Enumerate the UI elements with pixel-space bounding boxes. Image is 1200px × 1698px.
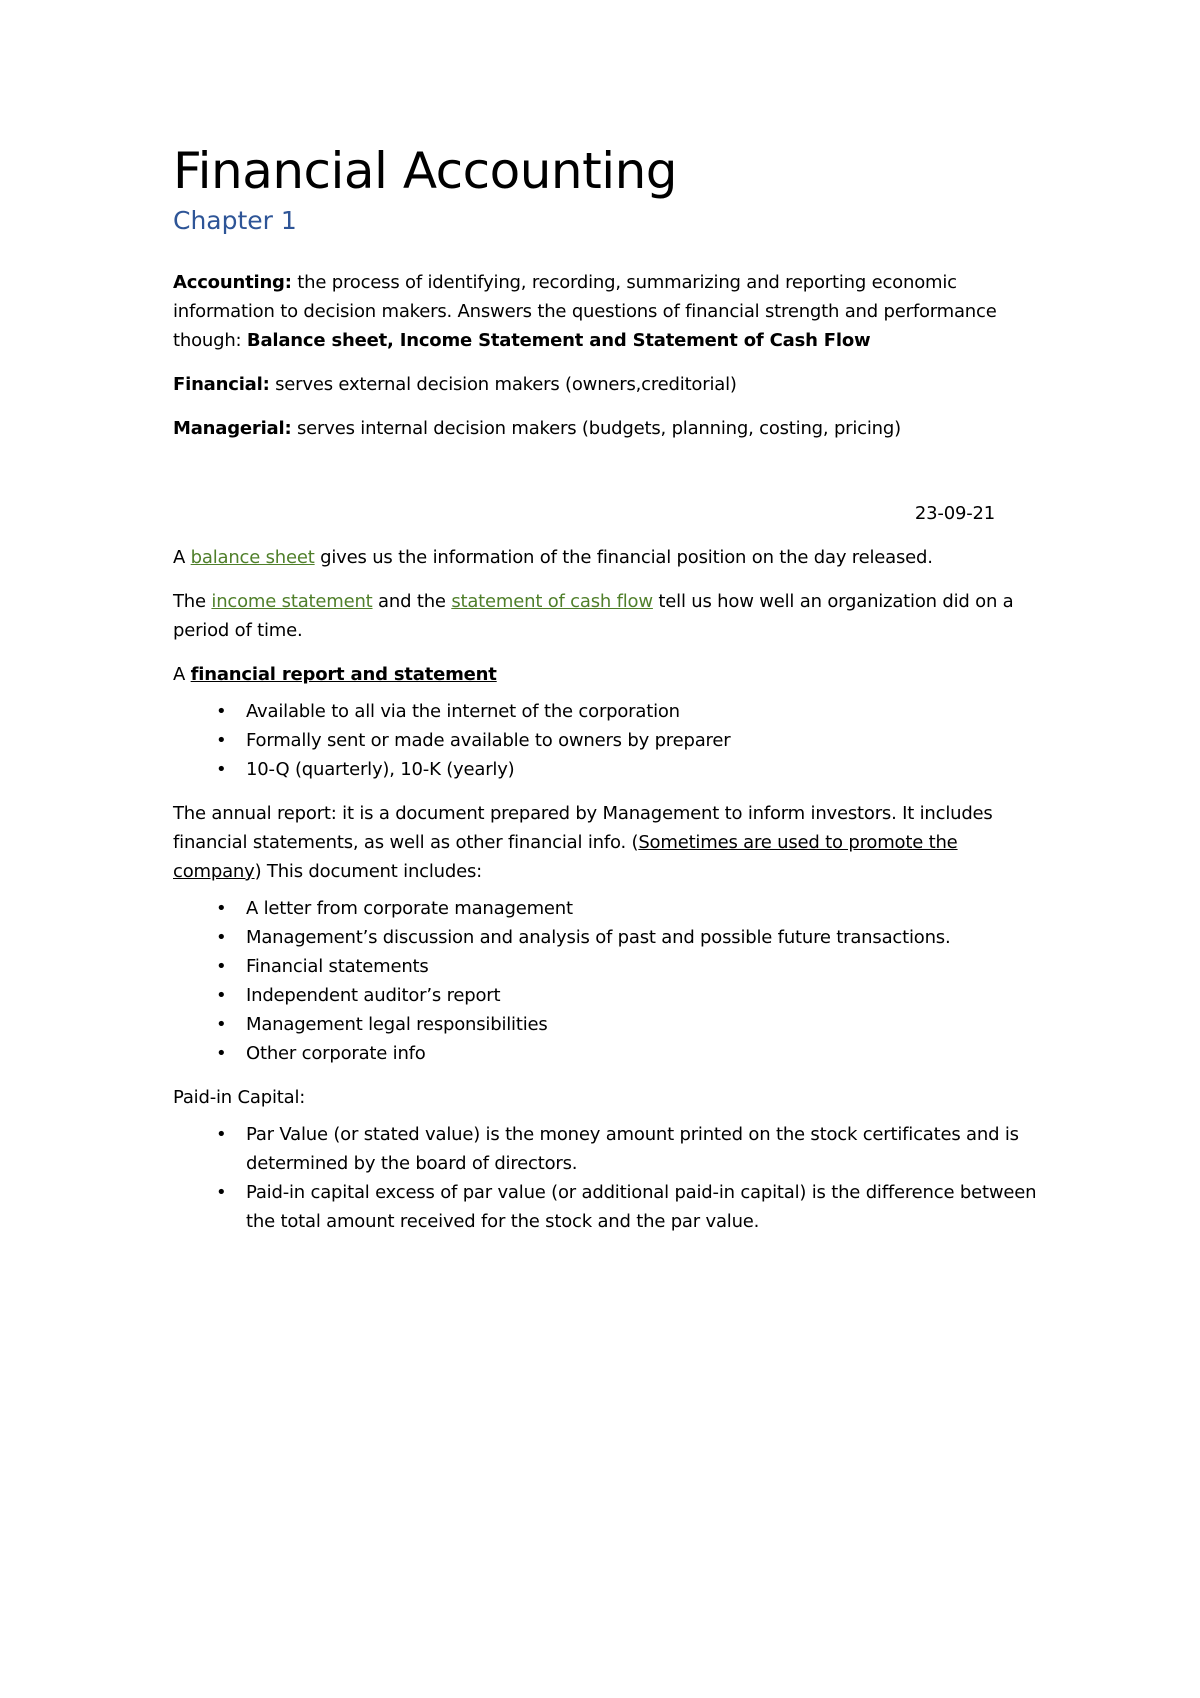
document-body	[173, 140, 1043, 1236]
bullet-icon: •	[216, 985, 227, 1006]
balance-sheet-paragraph	[173, 543, 1043, 572]
report-heading-underlined: financial report and statement	[190, 664, 497, 685]
report-bullet-list	[173, 697, 1043, 784]
list-item-text: Financial statements	[246, 956, 429, 977]
list-item-text: Par Value (or stated value) is the money amount printed on the stock certificates and is determined by the board of directors.	[246, 1124, 1019, 1174]
list-item-text: Independent auditor’s report	[246, 985, 501, 1006]
bullet-icon: •	[216, 927, 227, 948]
list-item	[173, 1178, 1043, 1236]
list-item-text: 10-Q (quarterly), 10-K (yearly)	[246, 759, 515, 780]
accounting-def: the process of identifying, recording, summarizing and reporting economic information to decision makers. Answers the questions of financial strength and performance though:	[173, 272, 997, 351]
annual-bullet-list	[173, 894, 1043, 1068]
paid-in-bullet-list	[173, 1120, 1043, 1236]
managerial-term: Managerial:	[173, 418, 292, 439]
annual-report-paragraph	[173, 799, 1043, 886]
list-item-text: Paid-in capital excess of par value (or additional paid-in capital) is the difference between the total amount received for the stock and the par value.	[246, 1182, 1037, 1232]
document-title: Financial Accounting	[173, 142, 678, 200]
managerial-def: serves internal decision makers (budgets, planning, costing, pricing)	[291, 418, 901, 439]
accounting-term: Accounting:	[173, 272, 292, 293]
annual-text-1: The annual report: it is a document prepared by Management to inform investors. It includes financial statements, as well as other financial info. (	[173, 803, 993, 853]
list-item-text: Management legal responsibilities	[246, 1014, 548, 1035]
annual-underlined: Sometimes are used to promote the company	[173, 832, 958, 882]
list-item-text: Other corporate info	[246, 1043, 426, 1064]
income-statement-paragraph	[173, 587, 1043, 645]
accounting-statements: Balance sheet, Income Statement and Statement of Cash Flow	[246, 330, 871, 351]
financial-term: Financial:	[173, 374, 270, 395]
list-item	[173, 726, 1043, 755]
list-item	[173, 1039, 1043, 1068]
bullet-icon: •	[216, 701, 227, 722]
lecture-date: 23-09-21	[914, 503, 995, 524]
list-item	[173, 894, 1043, 923]
accounting-definition	[173, 268, 1043, 355]
list-item	[173, 952, 1043, 981]
bullet-icon: •	[216, 1124, 227, 1145]
document-subtitle: Chapter 1	[173, 206, 297, 235]
income-suffix: tell us how well an organization did on a period of time.	[173, 591, 1014, 641]
managerial-definition	[173, 414, 1043, 443]
bullet-icon: •	[216, 1014, 227, 1035]
report-heading-prefix: A	[173, 664, 191, 685]
list-item	[173, 923, 1043, 952]
bullet-icon: •	[216, 759, 227, 780]
income-prefix: The	[173, 591, 212, 612]
bullet-icon: •	[216, 730, 227, 751]
bullet-icon: •	[216, 1182, 227, 1203]
list-item	[173, 755, 1043, 784]
list-item	[173, 1010, 1043, 1039]
bullet-icon: •	[216, 898, 227, 919]
list-item-text: A letter from corporate management	[246, 898, 573, 919]
cash-flow-link[interactable]: statement of cash flow	[451, 591, 653, 612]
balance-suffix: gives us the information of the financial position on the day released.	[314, 547, 933, 568]
list-item-text: Formally sent or made available to owners by preparer	[246, 730, 731, 751]
financial-report-heading	[173, 660, 1043, 689]
list-item-text: Management’s discussion and analysis of past and possible future transactions.	[246, 927, 951, 948]
balance-sheet-link[interactable]: balance sheet	[190, 547, 315, 568]
list-item	[173, 981, 1043, 1010]
paid-in-capital-heading: Paid-in Capital:	[173, 1087, 306, 1108]
list-item	[173, 1120, 1043, 1178]
list-item-text: Available to all via the internet of the corporation	[246, 701, 680, 722]
balance-prefix: A	[173, 547, 191, 568]
income-middle: and the	[372, 591, 452, 612]
annual-text-2: ) This document includes:	[254, 861, 483, 882]
financial-def: serves external decision makers (owners,creditorial)	[269, 374, 737, 395]
income-statement-link[interactable]: income statement	[211, 591, 373, 612]
bullet-icon: •	[216, 956, 227, 977]
financial-definition	[173, 370, 1043, 399]
list-item	[173, 697, 1043, 726]
bullet-icon: •	[216, 1043, 227, 1064]
